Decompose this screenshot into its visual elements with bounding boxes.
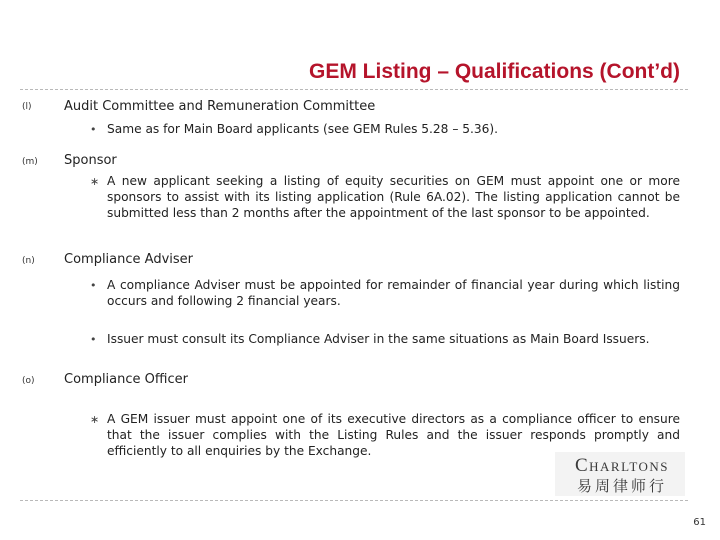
- section-letter-n: (n): [22, 256, 35, 266]
- top-divider: [20, 89, 688, 90]
- section-letter-o: (o): [22, 376, 35, 386]
- bullet-marker: ∗: [90, 413, 100, 426]
- bullet-text: A GEM issuer must appoint one of its executive directors as a compliance officer to ensure that the issuer complies with the Listing Rules and the issuer responds promptly and efficiently to all enquiries by the Exchange.: [107, 412, 680, 458]
- bullet-marker: ∗: [90, 175, 100, 188]
- section-heading-sponsor: Sponsor: [64, 153, 117, 168]
- page-number: 61: [693, 517, 706, 528]
- section-letter-m: (m): [22, 157, 38, 167]
- bullet-text: Same as for Main Board applicants (see GEM Rules 5.28 – 5.36).: [107, 122, 499, 136]
- bullet-marker: •: [90, 279, 97, 292]
- section-heading-compliance-adviser: Compliance Adviser: [64, 252, 193, 267]
- bottom-divider: [20, 500, 688, 501]
- bullet-marker: •: [90, 333, 97, 346]
- bullet-marker: •: [90, 123, 97, 136]
- section-letter-l: (l): [22, 102, 32, 112]
- logo-english-text: Charltons: [574, 455, 670, 476]
- bullet-text: Issuer must consult its Compliance Adviser in the same situations as Main Board Issuers.: [107, 332, 650, 346]
- logo-chinese-text: 易周律师行: [576, 477, 667, 495]
- section-heading-audit-committee: Audit Committee and Remuneration Committee: [64, 99, 376, 114]
- bullet-text: A compliance Adviser must be appointed for remainder of financial year during which listing occurs and following 2 financial years.: [107, 278, 680, 308]
- section-heading-compliance-officer: Compliance Officer: [64, 372, 188, 387]
- slide-title: GEM Listing – Qualifications (Cont’d): [309, 60, 680, 83]
- charltons-logo: [561, 455, 683, 495]
- bullet-text: A new applicant seeking a listing of equity securities on GEM must appoint one or more sponsors to assist with its listing application (Rule 6A.02). The listing application cannot be submitted less than 2 months after the appointment of the last sponsor to be appointed.: [107, 174, 680, 220]
